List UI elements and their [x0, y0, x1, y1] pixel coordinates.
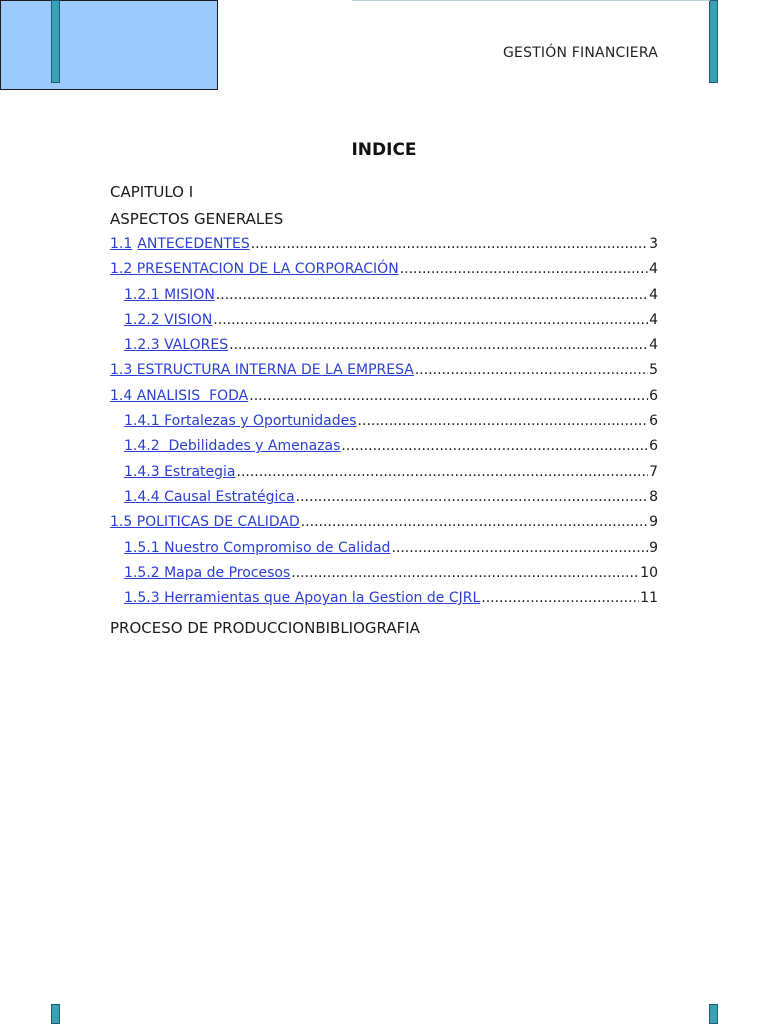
- table-of-contents: [110, 236, 658, 615]
- toc-leader-dots: [229, 337, 648, 353]
- toc-entry-link[interactable]: 1.3 ESTRUCTURA INTERNA DE LA EMPRESA: [110, 362, 414, 379]
- toc-page-number: 8: [649, 488, 658, 505]
- toc-entry-link[interactable]: 1.5 POLITICAS DE CALIDAD: [110, 514, 300, 531]
- toc-entry[interactable]: [110, 514, 658, 539]
- toc-entry-link[interactable]: 1.2 PRESENTACION DE LA CORPORACIÓN: [110, 261, 399, 278]
- toc-page-number: 9: [649, 539, 658, 556]
- toc-entry-link[interactable]: 1.5.3 Herramientas que Apoyan la Gestion de CJRL: [124, 590, 481, 607]
- toc-page-number: 4: [649, 286, 658, 303]
- toc-entry-link[interactable]: 1.4.4 Causal Estratégica: [124, 488, 295, 505]
- toc-entry[interactable]: [110, 236, 658, 261]
- toc-page-number: 4: [649, 337, 658, 354]
- toc-entry-link[interactable]: 1.5.1 Nuestro Compromiso de Calidad: [124, 539, 391, 556]
- toc-page-number: 3: [649, 236, 658, 252]
- section-title: ASPECTOS GENERALES: [110, 210, 284, 228]
- toc-entry[interactable]: [110, 540, 658, 565]
- toc-entry-link[interactable]: ANTECEDENTES: [137, 236, 250, 252]
- toc-entry-link[interactable]: 1.4.3 Estrategia: [124, 463, 236, 480]
- toc-entry[interactable]: [110, 362, 658, 387]
- toc-entry[interactable]: [110, 287, 658, 312]
- toc-entry-link[interactable]: 1.2.1 MISION: [124, 286, 215, 303]
- toc-entry[interactable]: [110, 312, 658, 337]
- toc-leader-dots: [358, 413, 649, 429]
- toc-leader-dots: [400, 261, 648, 277]
- toc-page-number: 6: [649, 387, 658, 404]
- toc-entry-link[interactable]: 1.2.2 VISION: [124, 311, 213, 328]
- toc-page-number: 6: [649, 438, 658, 455]
- toc-leader-dots: [216, 287, 648, 303]
- toc-entry[interactable]: [110, 337, 658, 362]
- toc-page-number: 7: [649, 463, 658, 480]
- toc-entry-link[interactable]: 1.5.2 Mapa de Procesos: [124, 564, 291, 581]
- accent-bar-bottom-right: [709, 1004, 718, 1024]
- toc-entry-prefix-link[interactable]: 1.1: [110, 236, 133, 252]
- toc-entry-link[interactable]: 1.4.1 Fortalezas y Oportunidades: [124, 413, 357, 430]
- header-title: GESTIÓN FINANCIERA: [503, 45, 658, 61]
- toc-page-number: 5: [649, 362, 658, 379]
- toc-page-number: 9: [649, 514, 658, 531]
- toc-leader-dots: [237, 464, 649, 480]
- toc-entry-link[interactable]: 1.4.2 Debilidades y Amenazas: [124, 438, 341, 455]
- accent-bar-top-right: [709, 0, 718, 83]
- footer-line: PROCESO DE PRODUCCIONBIBLIOGRAFIA: [110, 619, 420, 637]
- toc-leader-dots: [415, 362, 648, 378]
- toc-entry[interactable]: [110, 464, 658, 489]
- toc-entry[interactable]: [110, 590, 658, 615]
- toc-leader-dots: [341, 438, 648, 454]
- toc-leader-dots: [391, 540, 648, 556]
- toc-entry[interactable]: [110, 413, 658, 438]
- toc-page-number: 4: [649, 311, 658, 328]
- index-title: INDICE: [351, 140, 417, 160]
- header-box: [0, 0, 218, 90]
- toc-leader-dots: [301, 514, 648, 530]
- accent-bar-bottom-left: [51, 1004, 60, 1024]
- header-rule: [352, 0, 710, 1]
- toc-page-number: 10: [640, 564, 658, 581]
- toc-entry-link[interactable]: 1.4 ANALISIS FODA: [110, 387, 249, 404]
- toc-entry[interactable]: [110, 489, 658, 514]
- toc-entry[interactable]: [110, 438, 658, 463]
- toc-entry[interactable]: [110, 388, 658, 413]
- toc-leader-dots: [296, 489, 648, 505]
- toc-page-number: 6: [649, 413, 658, 430]
- toc-leader-dots: [213, 312, 648, 328]
- chapter-label: CAPITULO I: [110, 183, 194, 201]
- toc-leader-dots: [291, 565, 639, 581]
- toc-leader-dots: [249, 388, 648, 404]
- accent-bar-top-left: [51, 0, 60, 83]
- toc-entry-link[interactable]: 1.2.3 VALORES: [124, 337, 229, 354]
- toc-leader-dots: [481, 590, 639, 606]
- toc-page-number: 11: [640, 590, 658, 607]
- toc-leader-dots: [251, 236, 648, 252]
- toc-entry[interactable]: [110, 565, 658, 590]
- toc-entry[interactable]: [110, 261, 658, 286]
- toc-page-number: 4: [649, 261, 658, 278]
